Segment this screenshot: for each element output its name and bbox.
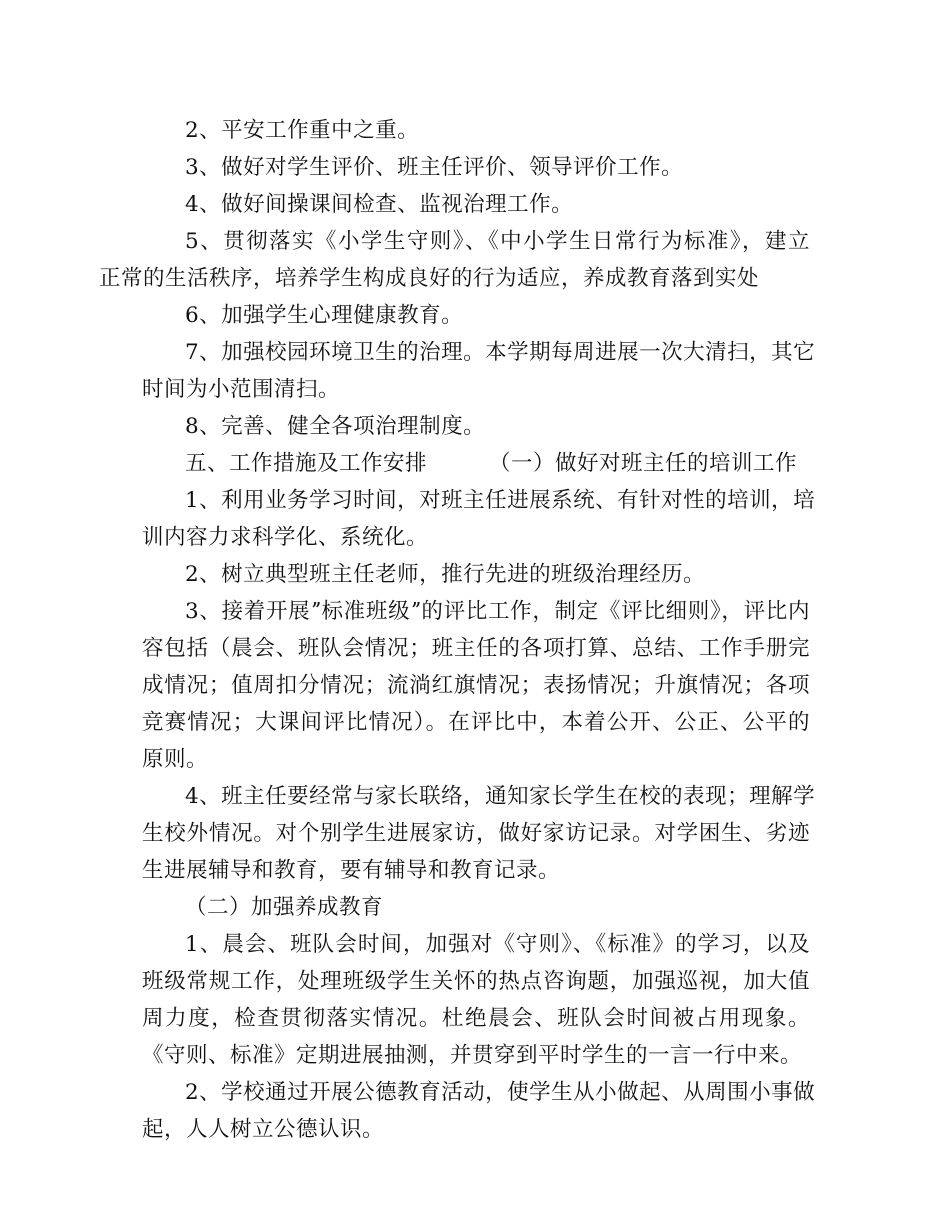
paragraph-line: 3、做好对学生评价、班主任评价、领导评价工作。 — [185, 155, 684, 180]
paragraph — [142, 778, 816, 889]
paragraph — [142, 1074, 816, 1148]
paragraph-line: 2、学校通过开展公德教育活动，使学生从小做起、从周围小事做 — [185, 1080, 816, 1105]
paragraph-line: 4、做好间操课间检查、监视治理工作。 — [185, 192, 574, 217]
paragraph — [142, 926, 810, 1074]
paragraph-line: 4、班主任要经常与家长联络，通知家长学生在校的表现；理解学 — [185, 784, 816, 809]
paragraph — [99, 223, 810, 297]
document-body — [99, 112, 816, 1148]
paragraph-line: 成情况；值周扣分情况；流淌红旗情况；表扬情况；升旗情况；各项 — [142, 673, 810, 698]
paragraph — [142, 482, 816, 556]
paragraph — [142, 593, 810, 778]
paragraph — [142, 186, 810, 223]
paragraph-line: 《守则、标准》定期进展抽测，并贯穿到平时学生的一言一行中来。 — [142, 1043, 803, 1068]
section-heading — [142, 445, 810, 482]
paragraph — [142, 556, 810, 593]
paragraph-line: 原则。 — [142, 747, 209, 772]
paragraph-line: 训内容力求科学化、系统化。 — [142, 525, 429, 550]
paragraph-line: 2、树立典型班主任老师，推行先进的班级治理经历。 — [185, 562, 706, 587]
paragraph-line: 竞赛情况；大课间评比情况）。在评比中，本着公开、公正、公平的 — [142, 710, 810, 735]
section-heading-title: 五、工作措施及工作安排 — [185, 451, 428, 476]
subsection-heading — [142, 889, 810, 926]
paragraph — [142, 297, 810, 334]
paragraph-line: 容包括（晨会、班队会情况；班主任的各项打算、总结、工作手册完 — [142, 636, 810, 661]
paragraph — [142, 149, 810, 186]
paragraph — [142, 112, 810, 149]
subsection-heading: （一）做好对班主任的培训工作 — [489, 451, 798, 476]
paragraph-line: 5、贯彻落实《小学生守则》、《中小学生日常行为标准》，建立 — [185, 229, 810, 254]
paragraph-line: 正常的生活秩序，培养学生构成良好的行为适应，养成教育落到实处 — [99, 266, 760, 291]
paragraph-line: 6、加强学生心理健康教育。 — [185, 303, 464, 328]
paragraph-line: 班级常规工作，处理班级学生关怀的热点咨询题，加强巡视，加大值 — [142, 969, 810, 994]
paragraph-line: 1、晨会、班队会时间，加强对《守则》、《标准》的学习，以及 — [185, 932, 810, 957]
paragraph-line: 时间为小范围清扫。 — [142, 377, 341, 402]
paragraph-line: 7、加强校园环境卫生的治理。本学期每周进展一次大清扫，其它 — [185, 340, 816, 365]
paragraph-line: 3、接着开展ˮ标准班级ˮ的评比工作，制定《评比细则》，评比内 — [185, 599, 810, 624]
paragraph-line: （二）加强养成教育 — [185, 895, 384, 920]
paragraph-line: 生进展辅导和教育，要有辅导和教育记录。 — [142, 858, 561, 883]
paragraph-line: 2、平安工作重中之重。 — [185, 118, 420, 143]
paragraph — [142, 408, 810, 445]
paragraph-line: 8、完善、健全各项治理制度。 — [185, 414, 486, 439]
paragraph — [142, 334, 816, 408]
paragraph-line: 周力度，检查贯彻落实情况。杜绝晨会、班队会时间被占用现象。 — [142, 1006, 810, 1031]
paragraph-line: 1、利用业务学习时间，对班主任进展系统、有针对性的培训，培 — [185, 488, 816, 513]
paragraph-line: 生校外情况。对个别学生进展家访，做好家访记录。对学困生、劣迹 — [142, 821, 810, 846]
paragraph-line: 起，人人树立公德认识。 — [142, 1117, 385, 1142]
